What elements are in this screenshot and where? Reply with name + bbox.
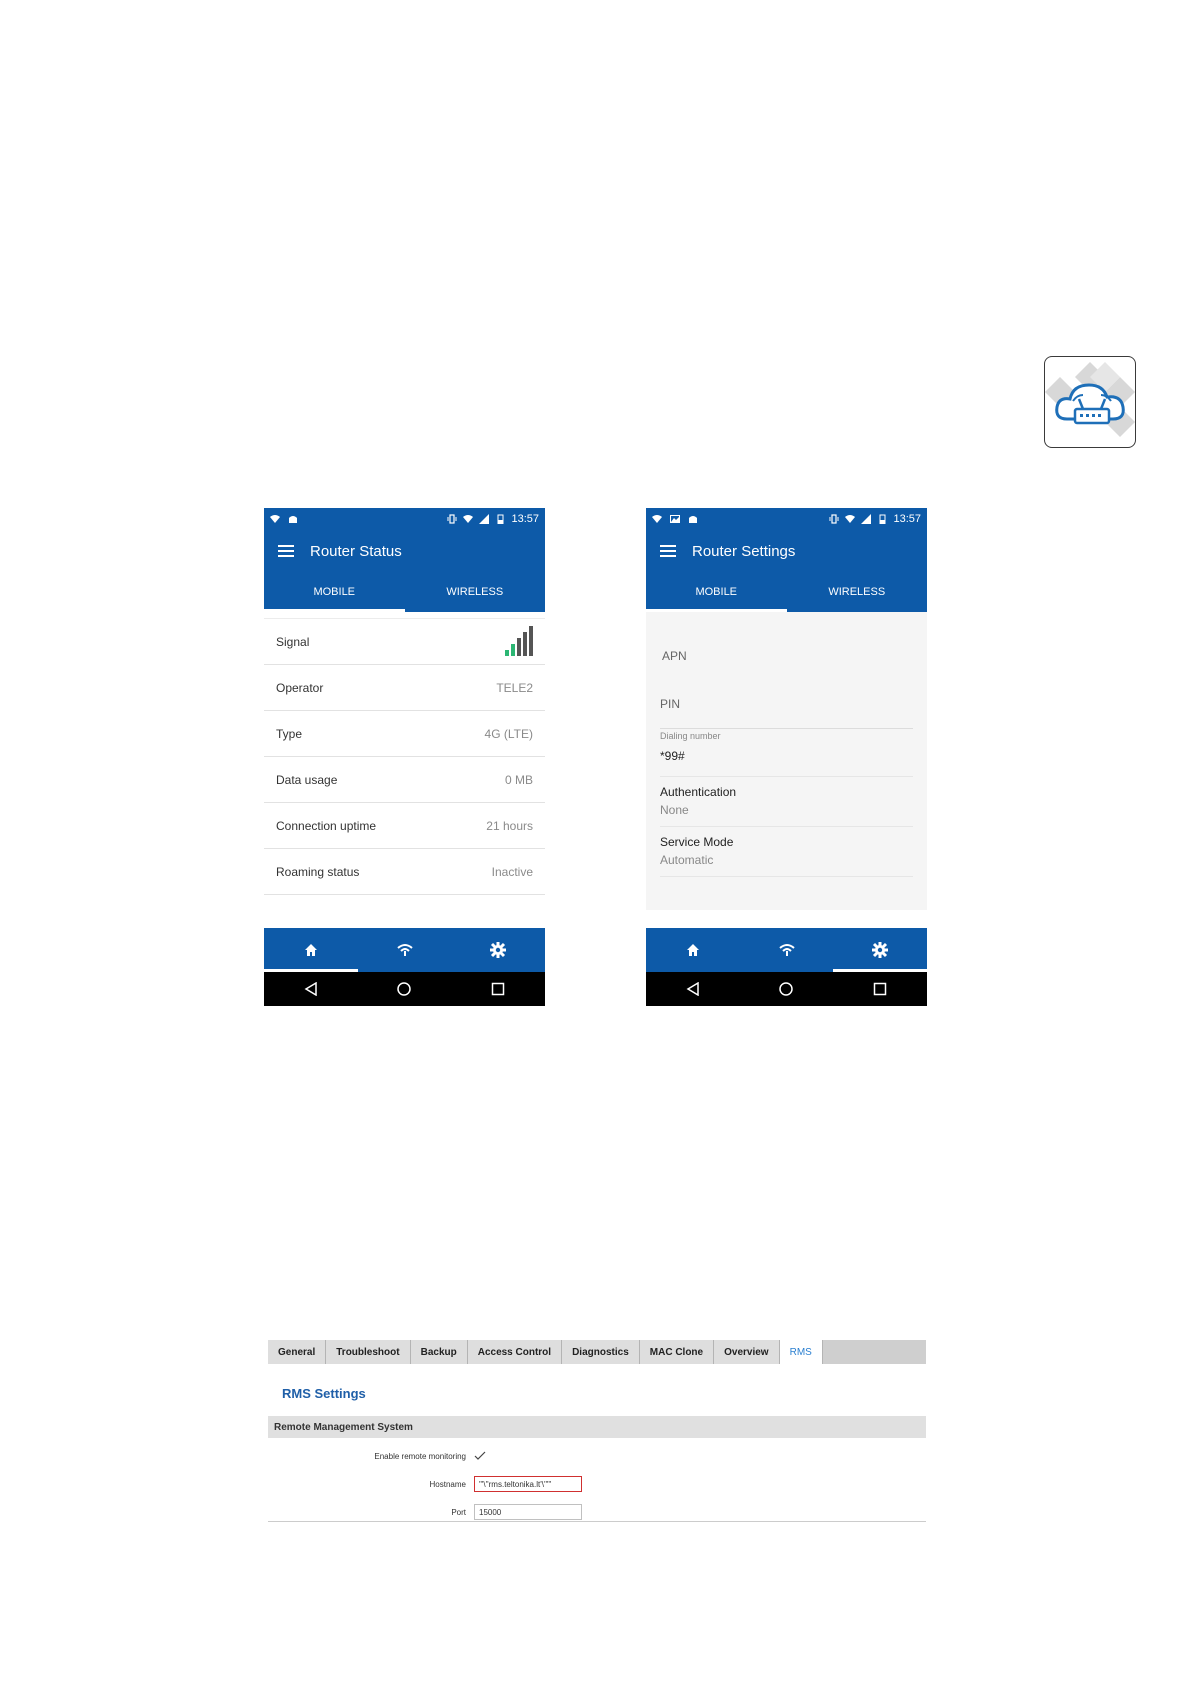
- row-value: TELE2: [496, 680, 533, 695]
- apn-label: APN: [662, 649, 687, 663]
- bottom-nav: [646, 928, 927, 972]
- list-item: [264, 619, 545, 665]
- service-mode-value: Automatic: [660, 853, 714, 867]
- gear-icon: [490, 942, 506, 958]
- section-header: Remote Management System: [268, 1416, 926, 1438]
- app-bar: [264, 530, 545, 572]
- web-tab-access-control[interactable]: Access Control: [468, 1340, 562, 1364]
- authentication-setting[interactable]: [660, 777, 913, 827]
- list-item: [264, 849, 545, 895]
- service-mode-setting[interactable]: [660, 827, 913, 877]
- tab-bar: [646, 572, 927, 612]
- menu-icon[interactable]: [278, 545, 294, 557]
- row-label: Roaming status: [276, 864, 360, 879]
- bottom-nav: [264, 928, 545, 972]
- dialing-number-field[interactable]: [660, 729, 913, 777]
- enable-remote-monitoring-label: Enable remote monitoring: [374, 1451, 466, 1461]
- back-icon[interactable]: [686, 982, 700, 996]
- nav-home[interactable]: [646, 928, 740, 972]
- web-tab-bar: [268, 1340, 926, 1364]
- cell-signal-icon: [479, 514, 489, 524]
- page-title: Router Status: [310, 542, 402, 560]
- row-label: Connection uptime: [276, 818, 377, 833]
- row-label: Type: [276, 726, 303, 741]
- web-tab-diagnostics[interactable]: Diagnostics: [562, 1340, 640, 1364]
- signal-bar: [511, 644, 515, 656]
- page-title: Router Settings: [692, 542, 796, 560]
- row-value: 4G (LTE): [484, 726, 533, 741]
- tab-mobile[interactable]: MOBILE: [646, 572, 787, 612]
- settings-form: [646, 612, 927, 910]
- signal-bar: [505, 650, 509, 656]
- dialing-value: *99#: [660, 749, 685, 763]
- pin-label: PIN: [660, 697, 681, 711]
- wifi-icon: [397, 943, 413, 957]
- signal-bar: [523, 632, 527, 656]
- status-list: [264, 612, 545, 910]
- image-icon: [670, 514, 680, 524]
- android-icon: [288, 514, 298, 524]
- wifi-signal-icon: [463, 514, 473, 524]
- hostname-row: [268, 1470, 926, 1498]
- cell-signal-icon: [861, 514, 871, 524]
- enable-remote-monitoring-row: [268, 1442, 926, 1470]
- pin-field[interactable]: [660, 680, 913, 729]
- signal-label: Signal: [276, 634, 310, 649]
- divider: [268, 1521, 926, 1522]
- app-bar: [646, 530, 927, 572]
- nav-wireless[interactable]: [358, 928, 452, 972]
- tab-wireless[interactable]: WIRELESS: [828, 586, 886, 598]
- enable-remote-monitoring-checkbox[interactable]: [474, 1451, 486, 1461]
- web-tab-troubleshoot[interactable]: Troubleshoot: [326, 1340, 410, 1364]
- menu-icon[interactable]: [660, 545, 676, 557]
- auth-label: Authentication: [660, 785, 737, 799]
- system-nav-bar: [646, 972, 927, 1006]
- service-mode-label: Service Mode: [660, 835, 734, 849]
- nav-settings[interactable]: [833, 928, 927, 972]
- back-icon[interactable]: [304, 982, 318, 996]
- router-settings-screen: [646, 508, 927, 1006]
- port-label: Port: [451, 1507, 466, 1517]
- rms-settings-panel: [268, 1340, 926, 1530]
- row-value: Inactive: [491, 864, 533, 879]
- system-nav-bar: [264, 972, 545, 1006]
- router-status-screen: [264, 508, 545, 1006]
- status-bar: [264, 508, 545, 530]
- apn-field[interactable]: [660, 632, 913, 680]
- status-bar: [646, 508, 927, 530]
- list-item: [264, 757, 545, 803]
- nav-settings[interactable]: [451, 928, 545, 972]
- tab-mobile[interactable]: MOBILE: [264, 572, 405, 612]
- wifi-signal-icon: [845, 514, 855, 524]
- web-tab-rms[interactable]: RMS: [780, 1340, 823, 1364]
- auth-value: None: [660, 803, 689, 817]
- rms-title: RMS Settings: [282, 1386, 366, 1401]
- home-circle-icon[interactable]: [779, 982, 793, 996]
- recents-icon[interactable]: [491, 982, 505, 996]
- hostname-input[interactable]: '"\''rms.teltonika.lt'\''"': [474, 1476, 582, 1492]
- wifi-status-icon: [270, 514, 280, 524]
- list-item: [264, 711, 545, 757]
- wifi-status-icon: [652, 514, 662, 524]
- list-item: [264, 665, 545, 711]
- gear-icon: [872, 942, 888, 958]
- vibrate-icon: [829, 514, 839, 524]
- web-tab-overview[interactable]: Overview: [714, 1340, 779, 1364]
- android-icon: [688, 514, 698, 524]
- recents-icon[interactable]: [873, 982, 887, 996]
- row-value: 21 hours: [486, 818, 533, 833]
- row-value: 0 MB: [504, 772, 533, 787]
- home-circle-icon[interactable]: [397, 982, 411, 996]
- battery-icon: [877, 514, 887, 524]
- status-time: 13:57: [511, 513, 539, 525]
- wifi-icon: [779, 943, 795, 957]
- row-label: Operator: [276, 680, 324, 695]
- home-icon: [686, 943, 700, 957]
- signal-strength-icon: [505, 628, 533, 656]
- nav-wireless[interactable]: [740, 928, 834, 972]
- web-tab-mac-clone[interactable]: MAC Clone: [640, 1340, 714, 1364]
- home-icon: [304, 943, 318, 957]
- list-item: [264, 803, 545, 849]
- nav-home[interactable]: [264, 928, 358, 972]
- tab-wireless[interactable]: WIRELESS: [446, 586, 504, 598]
- dialing-caption: Dialing number: [660, 731, 721, 741]
- battery-icon: [495, 514, 505, 524]
- port-input[interactable]: 15000: [474, 1504, 582, 1520]
- status-time: 13:57: [893, 513, 921, 525]
- tab-bar: [264, 572, 545, 612]
- hostname-label: Hostname: [429, 1479, 466, 1489]
- web-tab-general[interactable]: General: [268, 1340, 326, 1364]
- signal-bar: [529, 626, 533, 656]
- web-tab-backup[interactable]: Backup: [411, 1340, 468, 1364]
- app-icon: [1044, 356, 1136, 448]
- vibrate-icon: [447, 514, 457, 524]
- signal-bar: [517, 638, 521, 656]
- row-label: Data usage: [276, 772, 338, 787]
